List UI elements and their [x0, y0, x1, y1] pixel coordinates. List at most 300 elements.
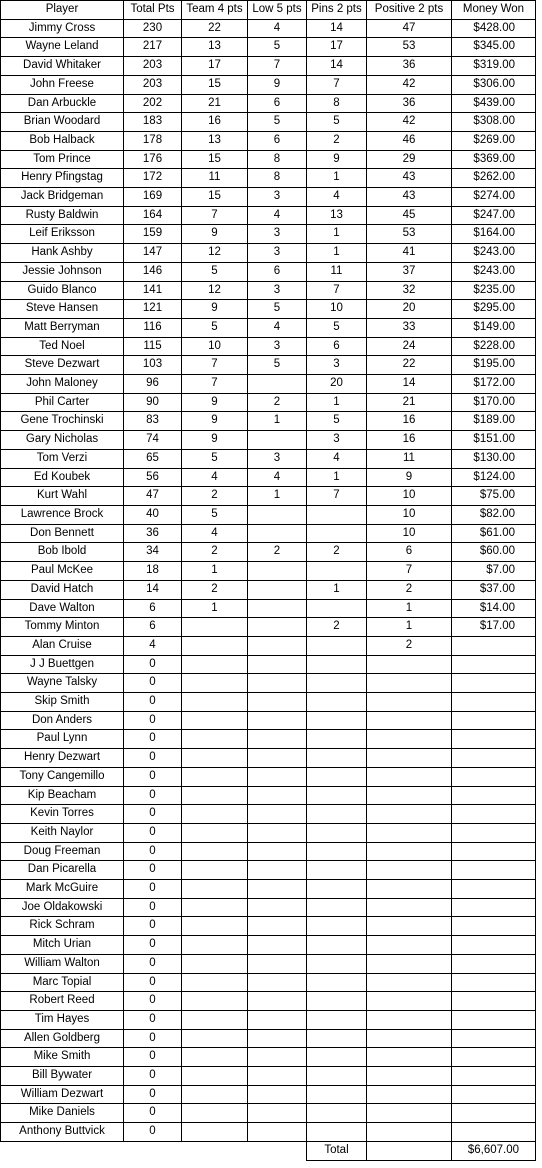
total-pts-cell: 172: [124, 169, 182, 188]
low-pts-cell: [248, 580, 307, 599]
money-won-cell: $195.00: [452, 356, 536, 375]
low-pts-cell: [248, 954, 307, 973]
team-pts-cell: 7: [182, 375, 248, 394]
table-row: [1, 599, 536, 618]
team-pts-cell: 5: [182, 449, 248, 468]
pins-pts-cell: 7: [307, 75, 367, 94]
positive-pts-cell: [367, 1104, 452, 1123]
pins-pts-cell: 2: [307, 131, 367, 150]
player-cell: William Walton: [1, 954, 124, 973]
money-won-cell: $60.00: [452, 543, 536, 562]
money-won-cell: $151.00: [452, 431, 536, 450]
low-pts-cell: 1: [248, 487, 307, 506]
low-pts-cell: [248, 505, 307, 524]
total-pts-cell: 0: [124, 655, 182, 674]
pins-pts-cell: [307, 599, 367, 618]
pins-pts-cell: [307, 992, 367, 1011]
table-row: [1, 580, 536, 599]
total-pts-cell: 159: [124, 225, 182, 244]
table-row: [1, 449, 536, 468]
player-cell: Alan Cruise: [1, 636, 124, 655]
player-cell: Ted Noel: [1, 337, 124, 356]
total-pts-cell: 121: [124, 300, 182, 319]
positive-pts-cell: [367, 655, 452, 674]
player-cell: Robert Reed: [1, 992, 124, 1011]
team-pts-cell: 1: [182, 562, 248, 581]
total-pts-cell: 0: [124, 749, 182, 768]
total-pts-cell: 164: [124, 206, 182, 225]
table-row: [1, 655, 536, 674]
low-pts-cell: 2: [248, 393, 307, 412]
team-pts-cell: 15: [182, 75, 248, 94]
positive-pts-cell: 47: [367, 19, 452, 38]
positive-pts-cell: 42: [367, 75, 452, 94]
pins-pts-cell: 2: [307, 543, 367, 562]
pins-pts-cell: [307, 693, 367, 712]
money-won-cell: [452, 767, 536, 786]
positive-pts-cell: [367, 711, 452, 730]
team-pts-cell: [182, 786, 248, 805]
player-cell: Bill Bywater: [1, 1067, 124, 1086]
player-cell: Matt Berryman: [1, 318, 124, 337]
player-cell: Tommy Minton: [1, 618, 124, 637]
total-pts-cell: 0: [124, 842, 182, 861]
pins-pts-cell: 4: [307, 449, 367, 468]
pins-pts-cell: 7: [307, 487, 367, 506]
team-pts-cell: [182, 1029, 248, 1048]
team-pts-cell: 9: [182, 431, 248, 450]
low-pts-cell: [248, 767, 307, 786]
total-pts-cell: 183: [124, 113, 182, 132]
player-cell: Tom Prince: [1, 150, 124, 169]
team-pts-cell: 4: [182, 524, 248, 543]
player-cell: Don Anders: [1, 711, 124, 730]
player-cell: Mitch Urian: [1, 936, 124, 955]
pins-pts-cell: 1: [307, 468, 367, 487]
total-pts-cell: 90: [124, 393, 182, 412]
money-won-cell: [452, 936, 536, 955]
total-pts-cell: 0: [124, 674, 182, 693]
pins-pts-cell: 3: [307, 431, 367, 450]
positive-pts-cell: 43: [367, 188, 452, 207]
pins-pts-cell: 10: [307, 300, 367, 319]
low-pts-cell: 4: [248, 468, 307, 487]
pins-pts-cell: [307, 711, 367, 730]
positive-pts-cell: 14: [367, 375, 452, 394]
team-pts-cell: 9: [182, 225, 248, 244]
pins-pts-cell: 5: [307, 113, 367, 132]
pins-pts-cell: [307, 842, 367, 861]
money-won-cell: [452, 880, 536, 899]
player-cell: Kip Beacham: [1, 786, 124, 805]
positive-pts-cell: [367, 1048, 452, 1067]
pins-pts-cell: 14: [307, 19, 367, 38]
team-pts-cell: 2: [182, 487, 248, 506]
table-row: [1, 169, 536, 188]
team-pts-cell: 21: [182, 94, 248, 113]
positive-pts-cell: [367, 674, 452, 693]
team-pts-cell: 12: [182, 244, 248, 263]
player-cell: Bob Ibold: [1, 543, 124, 562]
positive-pts-cell: [367, 973, 452, 992]
money-won-cell: $295.00: [452, 300, 536, 319]
pins-pts-cell: [307, 936, 367, 955]
positive-pts-cell: 9: [367, 468, 452, 487]
total-pts-cell: 0: [124, 954, 182, 973]
table-row: [1, 636, 536, 655]
player-cell: Wayne Talsky: [1, 674, 124, 693]
table-row: [1, 786, 536, 805]
positive-pts-cell: [367, 1067, 452, 1086]
team-pts-cell: 5: [182, 318, 248, 337]
money-won-cell: [452, 1067, 536, 1086]
table-row: [1, 674, 536, 693]
total-pts-cell: 4: [124, 636, 182, 655]
team-pts-cell: [182, 730, 248, 749]
total-pts-cell: 96: [124, 375, 182, 394]
positive-pts-cell: 24: [367, 337, 452, 356]
table-row: [1, 1067, 536, 1086]
positive-pts-cell: 46: [367, 131, 452, 150]
player-cell: Ed Koubek: [1, 468, 124, 487]
table-row: [1, 1085, 536, 1104]
team-pts-cell: 11: [182, 169, 248, 188]
low-pts-cell: 7: [248, 57, 307, 76]
pins-pts-cell: [307, 562, 367, 581]
money-won-cell: [452, 693, 536, 712]
player-cell: Mark McGuire: [1, 880, 124, 899]
team-pts-cell: [182, 711, 248, 730]
low-pts-cell: [248, 693, 307, 712]
low-pts-cell: 3: [248, 225, 307, 244]
header-positive-pts: Positive 2 pts: [367, 1, 452, 20]
player-cell: Hank Ashby: [1, 244, 124, 263]
team-pts-cell: 13: [182, 38, 248, 57]
table-row: [1, 711, 536, 730]
low-pts-cell: 1: [248, 412, 307, 431]
money-won-cell: [452, 917, 536, 936]
positive-pts-cell: [367, 749, 452, 768]
pins-pts-cell: [307, 1010, 367, 1029]
money-won-cell: [452, 842, 536, 861]
money-won-cell: $124.00: [452, 468, 536, 487]
low-pts-cell: [248, 599, 307, 618]
low-pts-cell: 3: [248, 449, 307, 468]
total-pts-cell: 147: [124, 244, 182, 263]
team-pts-cell: [182, 655, 248, 674]
table-row: [1, 1029, 536, 1048]
positive-pts-cell: 1: [367, 599, 452, 618]
low-pts-cell: [248, 1067, 307, 1086]
player-cell: Dan Arbuckle: [1, 94, 124, 113]
low-pts-cell: [248, 1029, 307, 1048]
positive-pts-cell: [367, 1010, 452, 1029]
pins-pts-cell: 11: [307, 262, 367, 281]
table-row: [1, 356, 536, 375]
total-pts-cell: 0: [124, 1067, 182, 1086]
money-won-cell: $149.00: [452, 318, 536, 337]
table-row: [1, 730, 536, 749]
positive-pts-cell: [367, 842, 452, 861]
team-pts-cell: [182, 973, 248, 992]
money-won-cell: $235.00: [452, 281, 536, 300]
money-won-cell: $14.00: [452, 599, 536, 618]
money-won-cell: $17.00: [452, 618, 536, 637]
positive-pts-cell: 53: [367, 225, 452, 244]
money-won-cell: $269.00: [452, 131, 536, 150]
positive-pts-cell: [367, 880, 452, 899]
team-pts-cell: 7: [182, 206, 248, 225]
positive-pts-cell: 10: [367, 524, 452, 543]
table-row: [1, 823, 536, 842]
pins-pts-cell: [307, 973, 367, 992]
team-pts-cell: 22: [182, 19, 248, 38]
total-pts-cell: 0: [124, 917, 182, 936]
table-row: [1, 75, 536, 94]
total-pts-cell: 0: [124, 730, 182, 749]
pins-pts-cell: [307, 1123, 367, 1142]
low-pts-cell: [248, 524, 307, 543]
low-pts-cell: [248, 618, 307, 637]
team-pts-cell: 15: [182, 150, 248, 169]
player-cell: Rusty Baldwin: [1, 206, 124, 225]
low-pts-cell: [248, 880, 307, 899]
table-row: [1, 113, 536, 132]
table-row: [1, 337, 536, 356]
total-pts-cell: 0: [124, 805, 182, 824]
table-row: [1, 562, 536, 581]
money-won-cell: $308.00: [452, 113, 536, 132]
low-pts-cell: 6: [248, 262, 307, 281]
pins-pts-cell: 1: [307, 580, 367, 599]
player-cell: Henry Dezwart: [1, 749, 124, 768]
header-money-won: Money Won: [452, 1, 536, 20]
pins-pts-cell: [307, 954, 367, 973]
total-pts-cell: 47: [124, 487, 182, 506]
low-pts-cell: 2: [248, 543, 307, 562]
low-pts-cell: [248, 674, 307, 693]
total-pts-cell: 141: [124, 281, 182, 300]
player-cell: Paul Lynn: [1, 730, 124, 749]
money-won-cell: $428.00: [452, 19, 536, 38]
total-pts-cell: 146: [124, 262, 182, 281]
table-row: [1, 94, 536, 113]
table-row: [1, 431, 536, 450]
table-row: [1, 524, 536, 543]
team-pts-cell: [182, 1123, 248, 1142]
low-pts-cell: [248, 823, 307, 842]
positive-pts-cell: 10: [367, 487, 452, 506]
total-pts-cell: 34: [124, 543, 182, 562]
low-pts-cell: 9: [248, 75, 307, 94]
positive-pts-cell: [367, 936, 452, 955]
total-pts-cell: 0: [124, 880, 182, 899]
team-pts-cell: [182, 954, 248, 973]
table-row: [1, 805, 536, 824]
money-won-cell: $243.00: [452, 262, 536, 281]
pins-pts-cell: [307, 749, 367, 768]
money-won-cell: $243.00: [452, 244, 536, 263]
low-pts-cell: 3: [248, 281, 307, 300]
team-pts-cell: 1: [182, 599, 248, 618]
positive-pts-cell: 2: [367, 636, 452, 655]
player-cell: Phil Carter: [1, 393, 124, 412]
table-row: [1, 992, 536, 1011]
player-cell: David Whitaker: [1, 57, 124, 76]
money-won-cell: $262.00: [452, 169, 536, 188]
player-cell: Doug Freeman: [1, 842, 124, 861]
money-won-cell: [452, 786, 536, 805]
header-team-pts: Team 4 pts: [182, 1, 248, 20]
pins-pts-cell: 13: [307, 206, 367, 225]
pins-pts-cell: [307, 674, 367, 693]
player-cell: Steve Hansen: [1, 300, 124, 319]
player-cell: Dave Walton: [1, 599, 124, 618]
table-row: [1, 880, 536, 899]
total-pts-cell: 203: [124, 57, 182, 76]
player-cell: Brian Woodard: [1, 113, 124, 132]
team-pts-cell: 5: [182, 505, 248, 524]
total-label: Total: [307, 1141, 367, 1160]
table-row: [1, 150, 536, 169]
total-pts-cell: 116: [124, 318, 182, 337]
money-won-cell: [452, 1104, 536, 1123]
total-pts-cell: 74: [124, 431, 182, 450]
money-won-cell: [452, 992, 536, 1011]
positive-pts-cell: 37: [367, 262, 452, 281]
pins-pts-cell: 1: [307, 225, 367, 244]
total-row: [1, 1141, 536, 1160]
total-pts-cell: 6: [124, 618, 182, 637]
team-pts-cell: 17: [182, 57, 248, 76]
table-row: [1, 543, 536, 562]
total-pts-cell: 0: [124, 823, 182, 842]
money-won-cell: [452, 954, 536, 973]
total-pts-cell: 0: [124, 693, 182, 712]
table-row: [1, 262, 536, 281]
table-row: [1, 1010, 536, 1029]
total-pts-cell: 6: [124, 599, 182, 618]
team-pts-cell: 15: [182, 188, 248, 207]
table-row: [1, 206, 536, 225]
total-pts-cell: 40: [124, 505, 182, 524]
team-pts-cell: 4: [182, 468, 248, 487]
positive-pts-cell: 16: [367, 431, 452, 450]
player-cell: Don Bennett: [1, 524, 124, 543]
table-row: [1, 1123, 536, 1142]
low-pts-cell: [248, 1123, 307, 1142]
player-cell: John Maloney: [1, 375, 124, 394]
pins-pts-cell: 14: [307, 57, 367, 76]
money-won-cell: $164.00: [452, 225, 536, 244]
team-pts-cell: [182, 1067, 248, 1086]
positive-pts-cell: [367, 898, 452, 917]
low-pts-cell: [248, 898, 307, 917]
table-row: [1, 767, 536, 786]
team-pts-cell: [182, 861, 248, 880]
money-won-cell: [452, 823, 536, 842]
money-won-cell: $130.00: [452, 449, 536, 468]
low-pts-cell: 5: [248, 113, 307, 132]
money-won-cell: [452, 636, 536, 655]
team-pts-cell: 13: [182, 131, 248, 150]
table-row: [1, 1104, 536, 1123]
player-cell: John Freese: [1, 75, 124, 94]
money-won-cell: $7.00: [452, 562, 536, 581]
player-cell: William Dezwart: [1, 1085, 124, 1104]
money-won-cell: [452, 861, 536, 880]
money-won-cell: $37.00: [452, 580, 536, 599]
money-won-cell: $228.00: [452, 337, 536, 356]
pins-pts-cell: 2: [307, 618, 367, 637]
low-pts-cell: [248, 842, 307, 861]
money-won-cell: $306.00: [452, 75, 536, 94]
pins-pts-cell: [307, 805, 367, 824]
total-pts-cell: 18: [124, 562, 182, 581]
player-cell: Dan Picarella: [1, 861, 124, 880]
money-won-cell: [452, 749, 536, 768]
total-pts-cell: 230: [124, 19, 182, 38]
positive-pts-cell: [367, 767, 452, 786]
money-won-cell: $345.00: [452, 38, 536, 57]
player-cell: Joe Oldakowski: [1, 898, 124, 917]
money-won-cell: [452, 655, 536, 674]
table-row: [1, 38, 536, 57]
positive-pts-cell: 16: [367, 412, 452, 431]
player-cell: Lawrence Brock: [1, 505, 124, 524]
money-won-cell: $170.00: [452, 393, 536, 412]
low-pts-cell: [248, 805, 307, 824]
pins-pts-cell: [307, 505, 367, 524]
pins-pts-cell: [307, 636, 367, 655]
total-pts-cell: 36: [124, 524, 182, 543]
table-row: [1, 19, 536, 38]
low-pts-cell: [248, 992, 307, 1011]
positive-pts-cell: [367, 1085, 452, 1104]
team-pts-cell: [182, 842, 248, 861]
team-pts-cell: [182, 1104, 248, 1123]
team-pts-cell: 2: [182, 580, 248, 599]
positive-pts-cell: [367, 861, 452, 880]
header-player: Player: [1, 1, 124, 20]
player-cell: Tony Cangemillo: [1, 767, 124, 786]
positive-pts-cell: [367, 917, 452, 936]
low-pts-cell: [248, 562, 307, 581]
table-row: [1, 973, 536, 992]
total-pts-cell: 103: [124, 356, 182, 375]
money-won-cell: [452, 973, 536, 992]
total-pts-cell: 0: [124, 1048, 182, 1067]
total-pts-cell: 0: [124, 786, 182, 805]
positive-pts-cell: [367, 1029, 452, 1048]
low-pts-cell: [248, 1104, 307, 1123]
low-pts-cell: [248, 655, 307, 674]
money-won-cell: [452, 1085, 536, 1104]
positive-pts-cell: [367, 786, 452, 805]
money-won-cell: [452, 1123, 536, 1142]
total-pts-cell: 0: [124, 1085, 182, 1104]
player-cell: Gary Nicholas: [1, 431, 124, 450]
money-won-cell: $189.00: [452, 412, 536, 431]
total-spacer: [1, 1141, 124, 1160]
header-row: [1, 1, 536, 20]
total-pts-cell: 56: [124, 468, 182, 487]
money-won-cell: $75.00: [452, 487, 536, 506]
money-won-cell: [452, 730, 536, 749]
money-won-cell: [452, 1010, 536, 1029]
total-pts-cell: 203: [124, 75, 182, 94]
pins-pts-cell: [307, 1029, 367, 1048]
